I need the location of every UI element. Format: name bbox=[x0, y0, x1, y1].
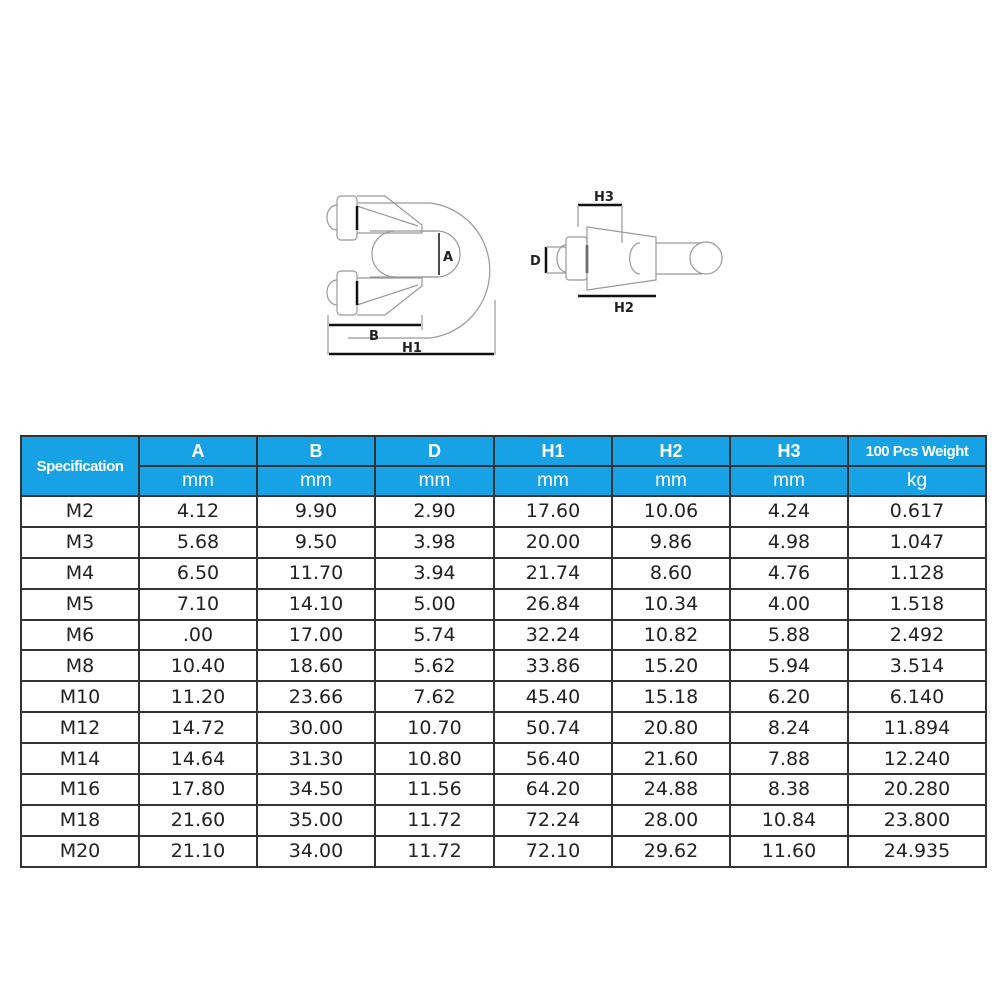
spec-cell: M4 bbox=[21, 558, 139, 589]
dim-label-a: A bbox=[443, 250, 454, 265]
column-header: H1 bbox=[494, 436, 612, 466]
value-cell: 17.80 bbox=[139, 774, 257, 805]
column-header: 100 Pcs Weight bbox=[848, 436, 986, 466]
unit-row bbox=[21, 466, 986, 496]
value-cell: 3.514 bbox=[848, 650, 986, 681]
value-cell: 10.70 bbox=[375, 712, 494, 743]
column-unit: mm bbox=[375, 466, 494, 496]
value-cell: 0.617 bbox=[848, 496, 986, 527]
value-cell: 11.72 bbox=[375, 805, 494, 836]
column-header: A bbox=[139, 436, 257, 466]
value-cell: 35.00 bbox=[257, 805, 375, 836]
value-cell: 21.74 bbox=[494, 558, 612, 589]
value-cell: 4.00 bbox=[730, 589, 848, 620]
value-cell: 30.00 bbox=[257, 712, 375, 743]
dim-label-d: D bbox=[530, 254, 541, 269]
value-cell: 34.50 bbox=[257, 774, 375, 805]
value-cell: 28.00 bbox=[612, 805, 730, 836]
column-unit: mm bbox=[494, 466, 612, 496]
value-cell: 10.40 bbox=[139, 650, 257, 681]
value-cell: 26.84 bbox=[494, 589, 612, 620]
value-cell: 11.56 bbox=[375, 774, 494, 805]
value-cell: 23.800 bbox=[848, 805, 986, 836]
dim-label-b: B bbox=[369, 329, 379, 344]
value-cell: 5.88 bbox=[730, 620, 848, 651]
spec-cell: M16 bbox=[21, 774, 139, 805]
value-cell: 11.20 bbox=[139, 681, 257, 712]
column-header: H3 bbox=[730, 436, 848, 466]
value-cell: 10.80 bbox=[375, 743, 494, 774]
value-cell: 18.60 bbox=[257, 650, 375, 681]
value-cell: 11.70 bbox=[257, 558, 375, 589]
dim-label-h3: H3 bbox=[594, 190, 614, 205]
value-cell: 8.38 bbox=[730, 774, 848, 805]
value-cell: 9.50 bbox=[257, 527, 375, 558]
column-header: H2 bbox=[612, 436, 730, 466]
table-body bbox=[21, 496, 986, 867]
table-row bbox=[21, 527, 986, 558]
value-cell: 21.60 bbox=[139, 805, 257, 836]
value-cell: 10.06 bbox=[612, 496, 730, 527]
table-row bbox=[21, 681, 986, 712]
value-cell: 1.128 bbox=[848, 558, 986, 589]
value-cell: 33.86 bbox=[494, 650, 612, 681]
value-cell: 5.00 bbox=[375, 589, 494, 620]
value-cell: 21.60 bbox=[612, 743, 730, 774]
value-cell: 24.88 bbox=[612, 774, 730, 805]
value-cell: 9.90 bbox=[257, 496, 375, 527]
column-unit: mm bbox=[730, 466, 848, 496]
table-header bbox=[21, 436, 986, 496]
value-cell: 34.00 bbox=[257, 836, 375, 867]
value-cell: 2.492 bbox=[848, 620, 986, 651]
value-cell: 5.68 bbox=[139, 527, 257, 558]
table-row bbox=[21, 620, 986, 651]
value-cell: 7.10 bbox=[139, 589, 257, 620]
spec-cell: M18 bbox=[21, 805, 139, 836]
value-cell: 20.280 bbox=[848, 774, 986, 805]
side-view-drawing bbox=[546, 205, 722, 290]
value-cell: 6.140 bbox=[848, 681, 986, 712]
table-row bbox=[21, 743, 986, 774]
column-header: D bbox=[375, 436, 494, 466]
value-cell: 7.88 bbox=[730, 743, 848, 774]
value-cell: 45.40 bbox=[494, 681, 612, 712]
value-cell: 8.24 bbox=[730, 712, 848, 743]
spec-cell: M6 bbox=[21, 620, 139, 651]
spec-cell: M5 bbox=[21, 589, 139, 620]
value-cell: 9.86 bbox=[612, 527, 730, 558]
value-cell: 50.74 bbox=[494, 712, 612, 743]
value-cell: 11.72 bbox=[375, 836, 494, 867]
dim-label-h2: H2 bbox=[614, 301, 634, 316]
table-row bbox=[21, 712, 986, 743]
dim-label-h1: H1 bbox=[402, 341, 422, 356]
table-row bbox=[21, 774, 986, 805]
spec-cell: M3 bbox=[21, 527, 139, 558]
value-cell: 15.20 bbox=[612, 650, 730, 681]
table-row bbox=[21, 558, 986, 589]
front-view-drawing bbox=[327, 196, 495, 355]
table-row bbox=[21, 650, 986, 681]
value-cell: 10.34 bbox=[612, 589, 730, 620]
value-cell: 8.60 bbox=[612, 558, 730, 589]
value-cell: 10.84 bbox=[730, 805, 848, 836]
spec-cell: M8 bbox=[21, 650, 139, 681]
value-cell: 17.60 bbox=[494, 496, 612, 527]
value-cell: 3.94 bbox=[375, 558, 494, 589]
value-cell: 23.66 bbox=[257, 681, 375, 712]
value-cell: 32.24 bbox=[494, 620, 612, 651]
value-cell: 4.76 bbox=[730, 558, 848, 589]
column-unit: mm bbox=[257, 466, 375, 496]
value-cell: 6.50 bbox=[139, 558, 257, 589]
column-unit: mm bbox=[612, 466, 730, 496]
spec-cell: M2 bbox=[21, 496, 139, 527]
value-cell: 12.240 bbox=[848, 743, 986, 774]
value-cell: 7.62 bbox=[375, 681, 494, 712]
value-cell: .00 bbox=[139, 620, 257, 651]
column-header: B bbox=[257, 436, 375, 466]
value-cell: 72.24 bbox=[494, 805, 612, 836]
column-unit: kg bbox=[848, 466, 986, 496]
value-cell: 2.90 bbox=[375, 496, 494, 527]
value-cell: 31.30 bbox=[257, 743, 375, 774]
value-cell: 29.62 bbox=[612, 836, 730, 867]
value-cell: 4.24 bbox=[730, 496, 848, 527]
spec-cell: M20 bbox=[21, 836, 139, 867]
column-header: Specification bbox=[21, 436, 139, 496]
value-cell: 64.20 bbox=[494, 774, 612, 805]
value-cell: 72.10 bbox=[494, 836, 612, 867]
spec-cell: M12 bbox=[21, 712, 139, 743]
value-cell: 14.72 bbox=[139, 712, 257, 743]
spec-table bbox=[20, 435, 987, 868]
column-unit: mm bbox=[139, 466, 257, 496]
value-cell: 1.518 bbox=[848, 589, 986, 620]
value-cell: 14.10 bbox=[257, 589, 375, 620]
value-cell: 10.82 bbox=[612, 620, 730, 651]
spec-cell: M14 bbox=[21, 743, 139, 774]
value-cell: 5.74 bbox=[375, 620, 494, 651]
value-cell: 5.94 bbox=[730, 650, 848, 681]
value-cell: 15.18 bbox=[612, 681, 730, 712]
value-cell: 3.98 bbox=[375, 527, 494, 558]
value-cell: 1.047 bbox=[848, 527, 986, 558]
value-cell: 11.894 bbox=[848, 712, 986, 743]
value-cell: 56.40 bbox=[494, 743, 612, 774]
table-row bbox=[21, 496, 986, 527]
spec-cell: M10 bbox=[21, 681, 139, 712]
value-cell: 5.62 bbox=[375, 650, 494, 681]
value-cell: 24.935 bbox=[848, 836, 986, 867]
value-cell: 21.10 bbox=[139, 836, 257, 867]
header-row bbox=[21, 436, 986, 466]
value-cell: 14.64 bbox=[139, 743, 257, 774]
value-cell: 6.20 bbox=[730, 681, 848, 712]
table-row bbox=[21, 805, 986, 836]
wire-rope-clip-diagram bbox=[0, 0, 1000, 420]
value-cell: 20.80 bbox=[612, 712, 730, 743]
value-cell: 11.60 bbox=[730, 836, 848, 867]
value-cell: 4.98 bbox=[730, 527, 848, 558]
value-cell: 17.00 bbox=[257, 620, 375, 651]
table-row bbox=[21, 589, 986, 620]
value-cell: 4.12 bbox=[139, 496, 257, 527]
table-row bbox=[21, 836, 986, 867]
value-cell: 20.00 bbox=[494, 527, 612, 558]
